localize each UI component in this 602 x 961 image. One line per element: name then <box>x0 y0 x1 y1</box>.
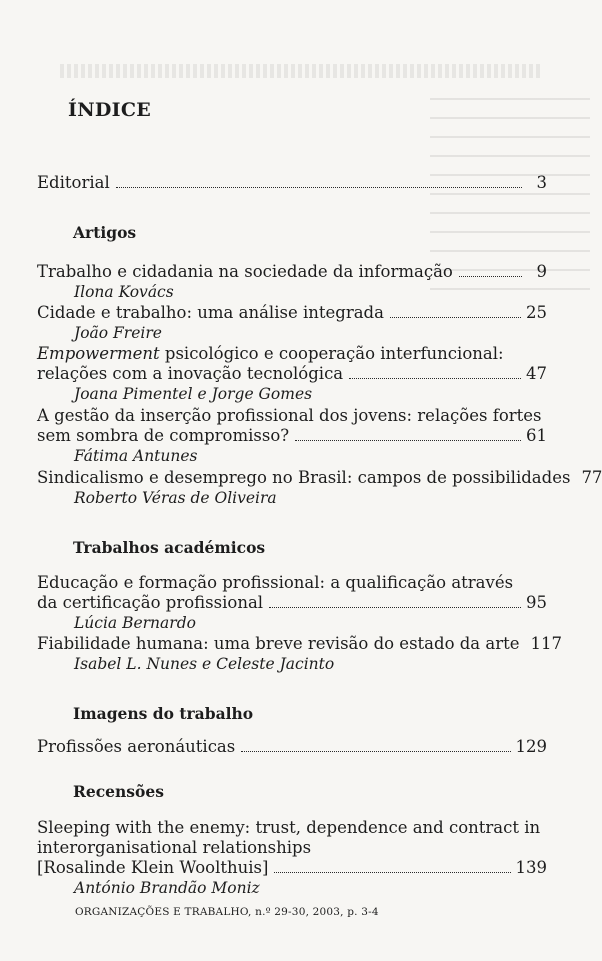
toc-entry-title: Cidade e trabalho: uma análise integrada <box>37 303 384 322</box>
toc-entry-title-line: A gestão da inserção profissional dos jovens: relações fortes <box>37 406 542 425</box>
toc-entry-title: da certificação profissional <box>37 593 264 612</box>
toc-entry-author: António Brandão Moniz <box>74 879 260 897</box>
toc-entry-title: Editorial <box>37 173 110 192</box>
toc-entry-author: Joana Pimentel e Jorge Gomes <box>74 385 313 403</box>
toc-entry[interactable] <box>37 818 547 898</box>
toc-entry-page: 9 <box>536 262 547 281</box>
toc-entry-page: 61 <box>526 426 547 445</box>
section-heading-imagens: Imagens do trabalho <box>73 704 254 723</box>
toc-entry-page: 47 <box>526 364 547 383</box>
toc-entry-title: [Rosalinde Klein Woolthuis] <box>37 858 269 877</box>
toc-entry-title: Sindicalismo e desemprego no Brasil: campos de possibilidades <box>37 468 571 487</box>
toc-entry[interactable] <box>37 468 602 508</box>
toc-entry[interactable] <box>37 344 547 404</box>
page-title: ÍNDICE <box>68 99 152 121</box>
dot-leader <box>295 439 521 441</box>
toc-entry-title: Profissões aeronáuticas <box>37 737 236 756</box>
toc-entry-page: 95 <box>526 593 547 612</box>
toc-entry-title: sem sombra de compromisso? <box>37 426 290 445</box>
toc-entry[interactable] <box>37 634 563 674</box>
toc-entry-title-line: Sleeping with the enemy: trust, dependence and contract in <box>37 818 541 837</box>
toc-entry-author: João Freire <box>74 324 162 342</box>
section-heading-artigos: Artigos <box>73 223 137 242</box>
dot-leader <box>390 316 521 318</box>
toc-entry-author: Lúcia Bernardo <box>74 614 196 632</box>
toc-entry-title: relações com a inovação tecnológica <box>37 364 344 383</box>
toc-entry-title: Trabalho e cidadania na sociedade da informação <box>37 262 453 281</box>
toc-entry-title-line <box>37 344 547 364</box>
toc-entry[interactable] <box>37 303 547 343</box>
toc-entry-title: Fiabilidade humana: uma breve revisão do estado da arte <box>37 634 520 653</box>
toc-entry-author: Ilona Kovács <box>74 283 174 301</box>
toc-entry-page: 3 <box>536 173 547 192</box>
toc-entry[interactable] <box>37 262 547 302</box>
toc-entry-page: 129 <box>515 737 547 756</box>
toc-entry-title-line: Educação e formação profissional: a qualificação através <box>37 573 514 592</box>
dot-leader <box>269 606 521 608</box>
dot-leader <box>116 186 522 188</box>
dot-leader <box>349 377 521 379</box>
toc-entry-title-em: Empowerment <box>37 344 160 363</box>
toc-entry[interactable] <box>37 573 547 633</box>
dot-leader <box>459 275 522 277</box>
toc-entry[interactable] <box>37 406 547 466</box>
toc-entry-title-line: interorganisational relationships <box>37 838 312 857</box>
dot-leader <box>241 750 510 752</box>
toc-entry[interactable] <box>37 737 547 757</box>
page-footer: ORGANIZAÇÕES E TRABALHO, n.º 29-30, 2003, p. 3-4 <box>75 906 379 918</box>
section-heading-academicos: Trabalhos académicos <box>73 538 266 557</box>
toc-entry-editorial[interactable] <box>37 173 547 193</box>
toc-entry-author: Isabel L. Nunes e Celeste Jacinto <box>74 655 335 673</box>
toc-entry-title-rest: psicológico e cooperação interfuncional: <box>159 344 504 363</box>
show-through-header <box>60 64 540 78</box>
toc-entry-author: Fátima Antunes <box>74 447 198 465</box>
toc-entry-page: 139 <box>515 858 547 877</box>
toc-entry-page: 117 <box>530 634 563 653</box>
section-heading-recensoes: Recensões <box>73 782 164 801</box>
dot-leader <box>274 871 510 873</box>
toc-entry-author: Roberto Véras de Oliveira <box>74 489 277 507</box>
toc-entry-page: 77 <box>581 468 602 487</box>
toc-entry-page: 25 <box>526 303 547 322</box>
